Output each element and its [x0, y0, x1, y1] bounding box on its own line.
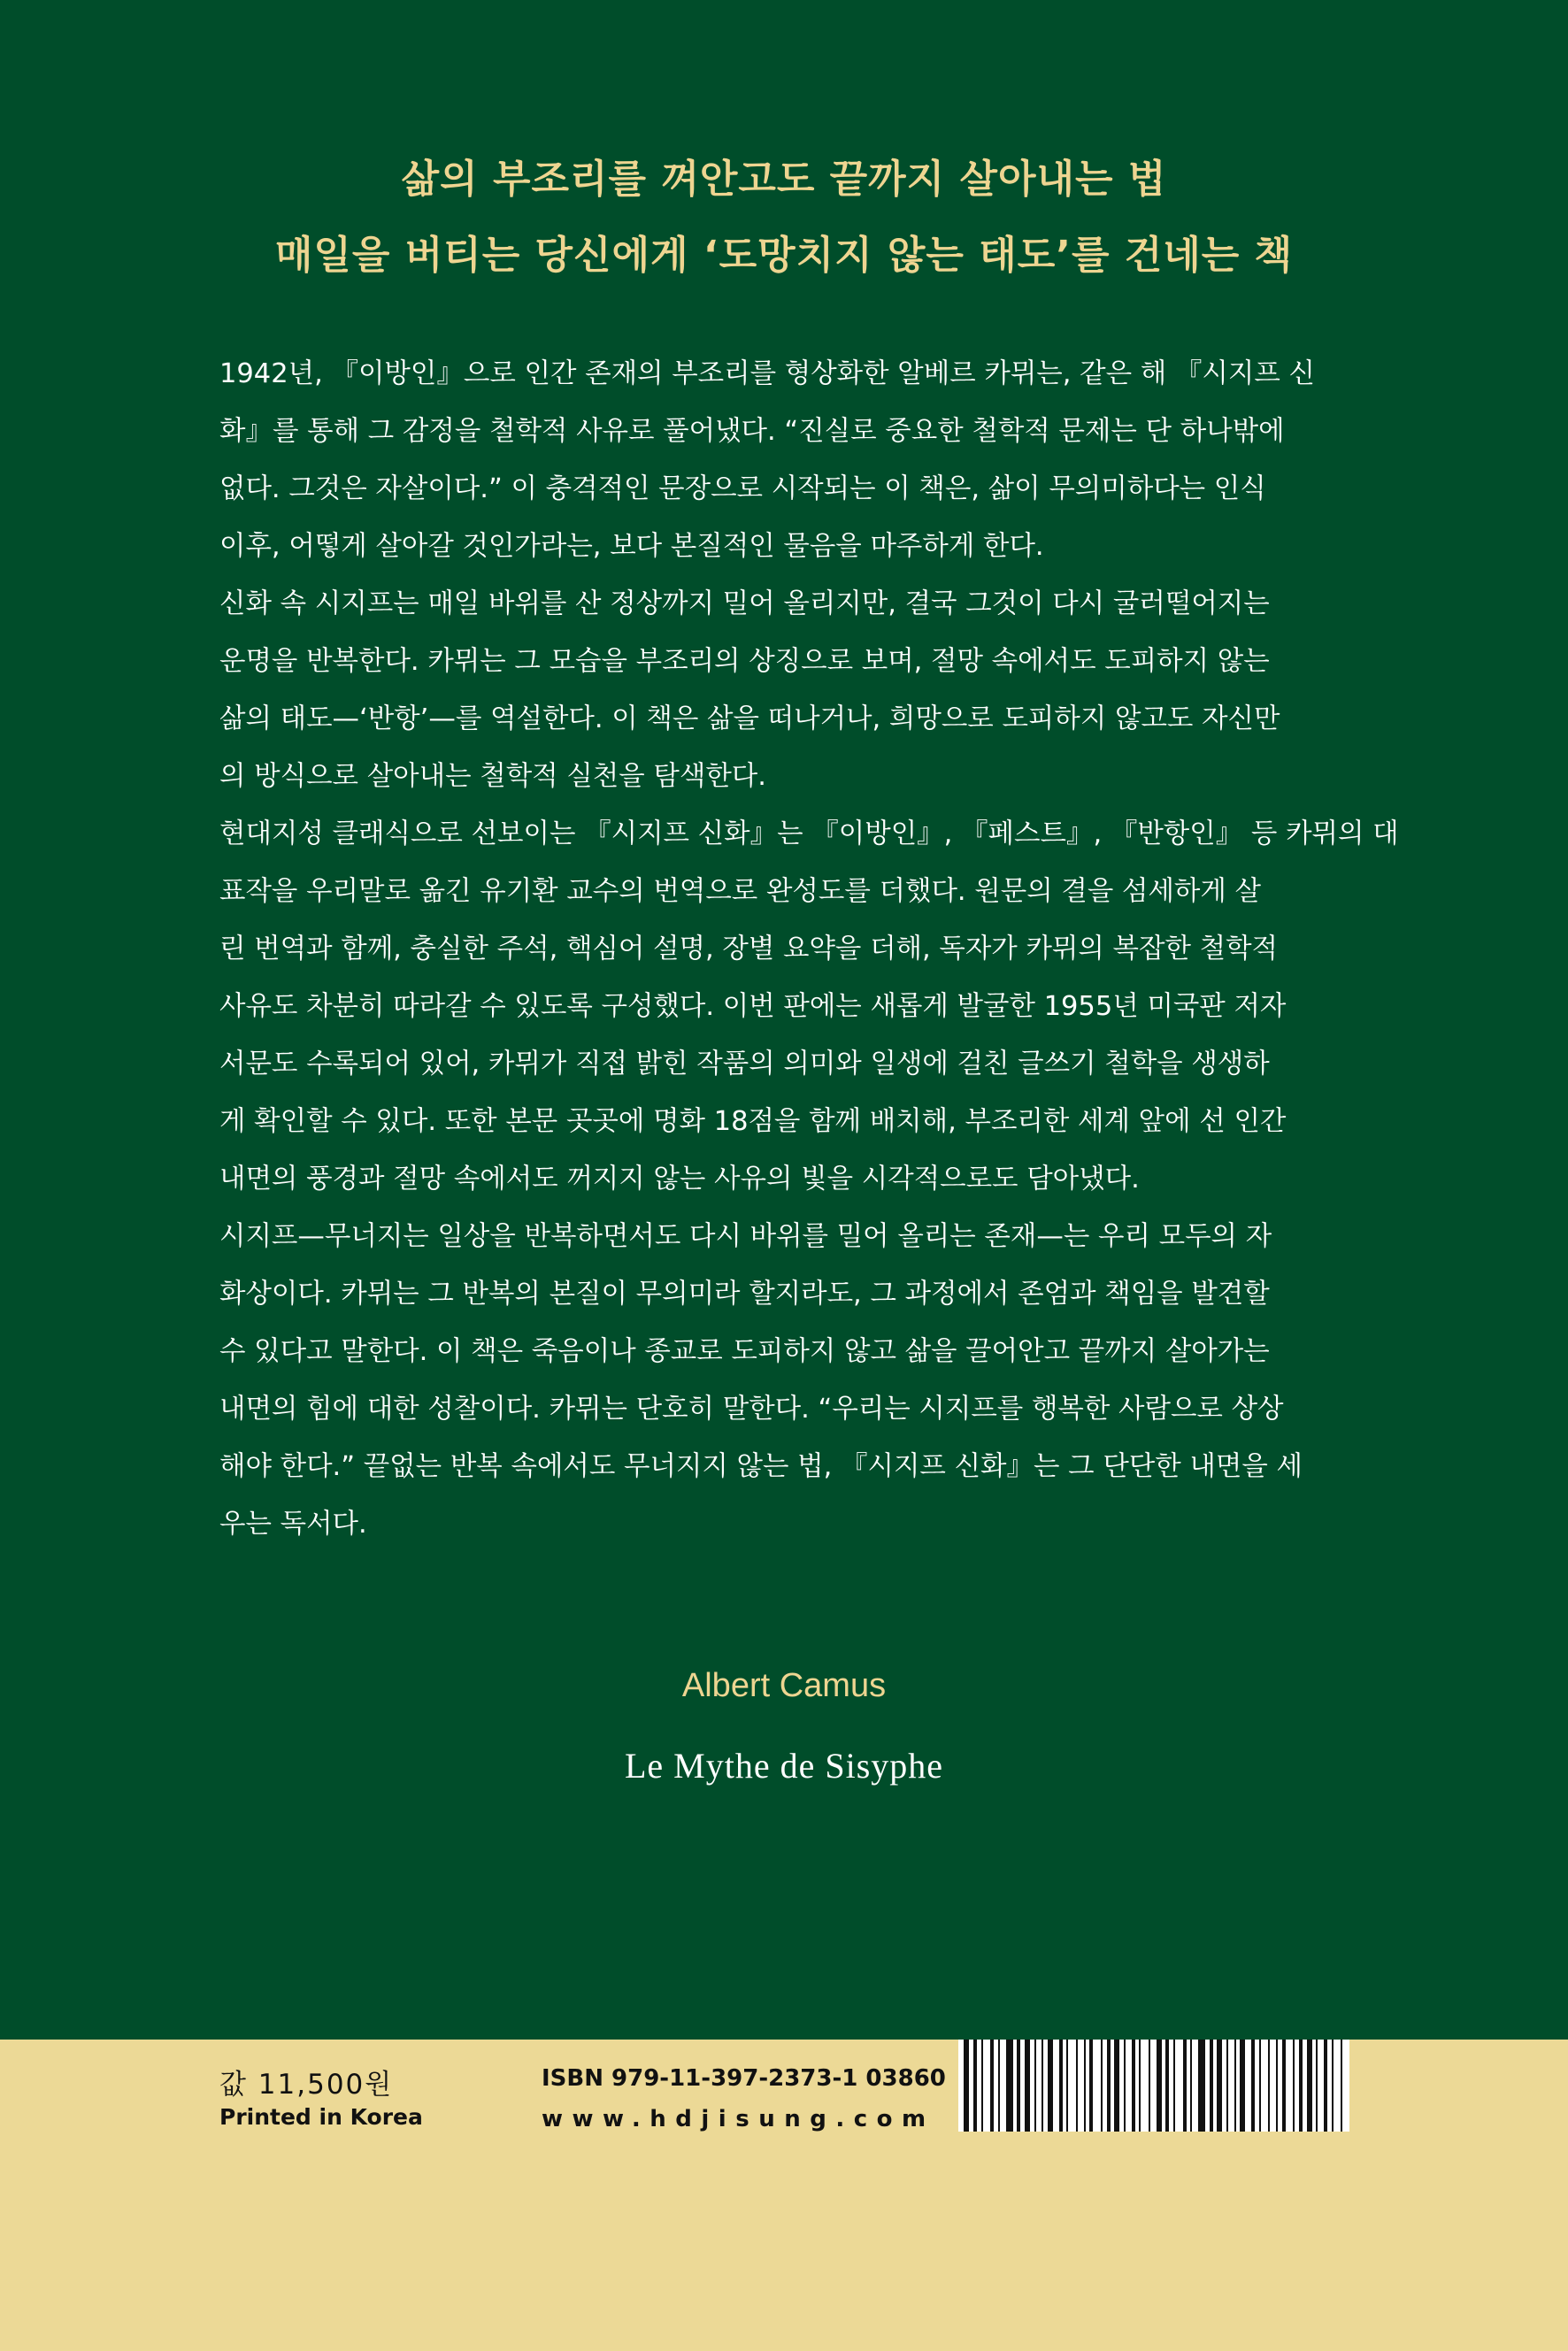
isbn-label: ISBN 979-11-397-2373-1 03860	[542, 2065, 946, 2092]
body-line: 서문도 수록되어 있어, 카뮈가 직접 밝힌 작품의 의미와 일생에 걸친 글쓰기 철학을 생생하	[219, 1049, 1270, 1079]
body-line: 운명을 반복한다. 카뮈는 그 모습을 부조리의 상징으로 보며, 절망 속에서도 도피하지 않는	[219, 646, 1270, 677]
body-line: 내면의 풍경과 절망 속에서도 꺼지지 않는 사유의 빛을 시각적으로도 담아냈다.	[219, 1164, 1140, 1195]
body-line: 내면의 힘에 대한 성찰이다. 카뮈는 단호히 말한다. “우리는 시지프를 행복한 사람으로 상상	[219, 1394, 1284, 1425]
body-line: 1942년, 『이방인』으로 인간 존재의 부조리를 형상화한 알베르 카뮈는, 같은 해 『시지프 신	[219, 358, 1315, 389]
body-line: 화』를 통해 그 감정을 철학적 사유로 풀어냈다. “진실로 중요한 철학적 문제는 단 하나밖에	[219, 416, 1285, 447]
body-line: 린 번역과 함께, 충실한 주석, 핵심어 설명, 장별 요약을 더해, 독자가 카뮈의 복잡한 철학적	[219, 933, 1279, 964]
body-line: 이후, 어떻게 살아갈 것인가라는, 보다 본질적인 물음을 마주하게 한다.	[219, 531, 1044, 562]
body-line: 해야 한다.” 끝없는 반복 속에서도 무너지지 않는 법, 『시지프 신화』는 그 단단한 내면을 세	[219, 1451, 1303, 1482]
body-line: 수 있다고 말한다. 이 책은 죽음이나 종교로 도피하지 않고 삶을 끌어안고 끝까지 살아가는	[219, 1336, 1270, 1367]
barcode-icon	[958, 2040, 1349, 2132]
body-line: 게 확인할 수 있다. 또한 본문 곳곳에 명화 18점을 함께 배치해, 부조리한 세계 앞에 선 인간	[219, 1106, 1287, 1137]
description-text	[219, 345, 1399, 1553]
publisher-url: www.hdjisung.com	[542, 2106, 935, 2132]
printed-in-label: Printed in Korea	[219, 2104, 423, 2130]
body-line: 신화 속 시지프는 매일 바위를 산 정상까지 밀어 올리지만, 결국 그것이 다시 굴러떨어지는	[219, 588, 1270, 619]
body-line: 시지프—무너지는 일상을 반복하면서도 다시 바위를 밀어 올리는 존재—는 우리 모두의 자	[219, 1221, 1272, 1252]
author-name: Albert Camus	[681, 1667, 887, 1704]
headline-line-1: 삶의 부조리를 껴안고도 끝까지 살아내는 법	[401, 157, 1167, 202]
price-label: 값 11,500원	[219, 2069, 394, 2101]
headline-line-2: 매일을 버티는 당신에게 ‘도망치지 않는 태도’를 건네는 책	[274, 233, 1294, 278]
body-line: 현대지성 클래식으로 선보이는 『시지프 신화』는 『이방인』, 『페스트』, 『반항인』 등 카뮈의 대	[219, 818, 1399, 849]
body-line: 사유도 차분히 따라갈 수 있도록 구성했다. 이번 판에는 새롭게 발굴한 1955년 미국판 저자	[219, 991, 1287, 1022]
original-title: Le Mythe de Sisyphe	[624, 1746, 944, 1786]
body-line: 삶의 태도—‘반항’—를 역설한다. 이 책은 삶을 떠나거나, 희망으로 도피하지 않고도 자신만	[219, 703, 1280, 734]
body-line: 우는 독서다.	[219, 1509, 367, 1540]
body-line: 의 방식으로 살아내는 철학적 실천을 탐색한다.	[219, 761, 766, 792]
body-line: 없다. 그것은 자살이다.” 이 충격적인 문장으로 시작되는 이 책은, 삶이 무의미하다는 인식	[219, 473, 1266, 504]
body-line: 표작을 우리말로 옮긴 유기환 교수의 번역으로 완성도를 더했다. 원문의 결을 섬세하게 살	[219, 876, 1262, 907]
body-line: 화상이다. 카뮈는 그 반복의 본질이 무의미라 할지라도, 그 과정에서 존엄과 책임을 발견할	[219, 1279, 1270, 1310]
